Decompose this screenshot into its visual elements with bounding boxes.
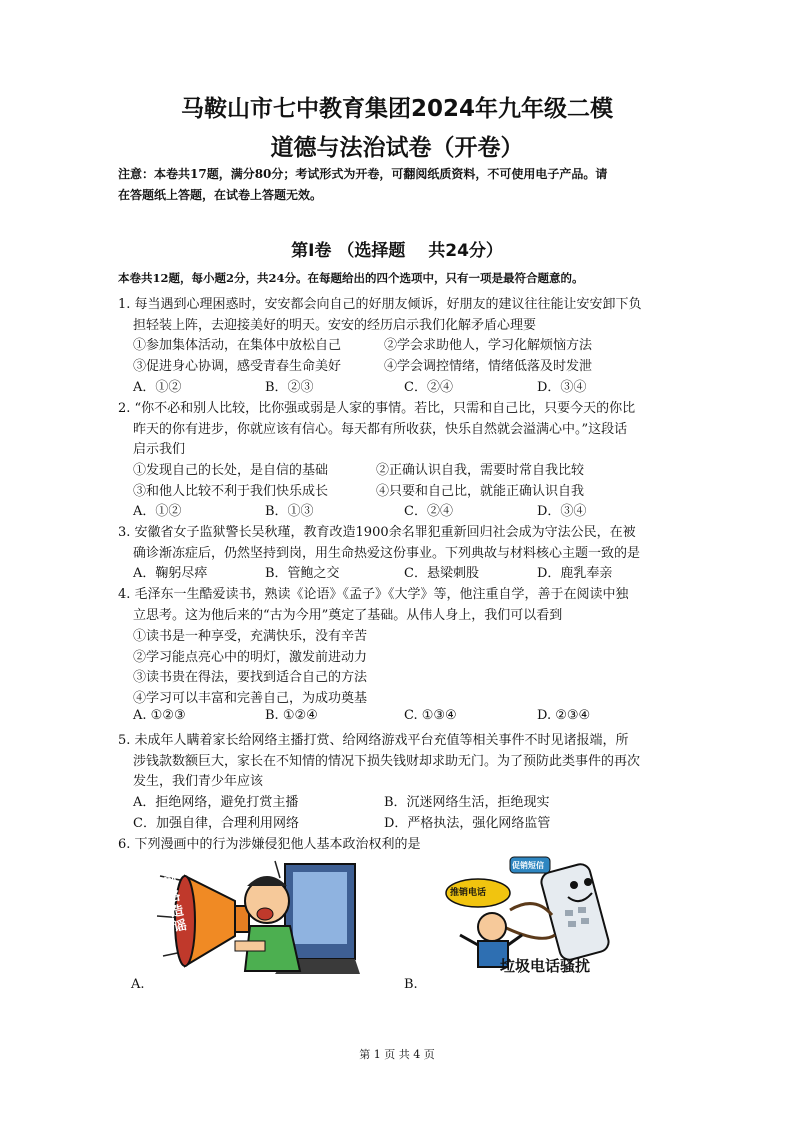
q4-statement: ③读书贵在得法，要找到适合自己的方法 — [133, 670, 368, 685]
section-intro: 本卷共12题，每小题2分，共24分。在每题给出的四个选项中，只有一项是最符合题意的。 — [118, 271, 584, 285]
q1-statement: ③促进身心协调，感受青春生命美好 — [133, 359, 342, 374]
q1-stem: 1. 每当遇到心理困惑时，安安都会向自己的好朋友倾诉，好朋友的建议往往能让安安卸下负 — [118, 297, 642, 312]
q3-option-c: C．悬梁刺股 — [404, 566, 479, 581]
q1-statement: ②学会求助他人，学习化解烦恼方法 — [384, 338, 593, 353]
q1-statement: ①参加集体活动，在集体中放松自己 — [133, 338, 342, 353]
q5-stem: 5. 未成年人瞒着家长给网络主播打赏、给网络游戏平台充值等相关事件不时见诸报端，所 — [118, 733, 629, 748]
q2-statement: ①发现自己的长处，是自信的基础 — [133, 463, 329, 478]
q6-stem: 6. 下列漫画中的行为涉嫌侵犯他人基本政治权利的是 — [118, 837, 421, 852]
q1-stem: 担轻装上阵，去迎接美好的明天。安安的经历启示我们化解矛盾心理要 — [133, 318, 537, 333]
exam-title: 马鞍山市七中教育集团2024年九年级二模 — [180, 96, 613, 122]
q3-option-b: B．管鲍之交 — [265, 566, 340, 581]
q1-option-a: A．①② — [133, 380, 182, 395]
exam-notice — [118, 164, 688, 206]
cartoon-b-caption: 垃圾电话骚扰 — [500, 957, 591, 975]
q1-option-d: D．③④ — [537, 380, 587, 395]
q2-stem: 2. “你不必和别人比较，比你强或弱是人家的事情。若比，只需和自己比，只要今天的你比 — [118, 401, 636, 416]
q1-statement: ④学会调控情绪，情绪低落及时发泄 — [384, 359, 593, 374]
q4-statement: ④学习可以丰富和完善自己，为成功奠基 — [133, 691, 368, 706]
q2-option-a: A．①② — [133, 504, 182, 519]
q5-option-a: A．拒绝网络，避免打赏主播 — [133, 795, 299, 810]
section-title: 第Ⅰ卷 （选择题 共24分） — [291, 241, 503, 261]
q1-option-b: B．②③ — [265, 380, 314, 395]
q2-stem: 昨天的你有进步，你就应该有信心。每天都有所收获，快乐自然就会溢满心中。”这段话 — [133, 422, 628, 437]
q2-option-d: D．③④ — [537, 504, 587, 519]
q5-option-d: D．严格执法，强化网络监管 — [384, 816, 551, 831]
q2-statement: ③和他人比较不利于我们快乐成长 — [133, 484, 329, 499]
q5-stem: 发生，我们青少年应该 — [133, 774, 264, 789]
q4-statement: ①读书是一种享受，充满快乐，没有辛苦 — [133, 629, 368, 644]
exam-subtitle: 道德与法治试卷（开卷） — [270, 135, 524, 161]
cartoon-a — [155, 856, 360, 986]
q4-option-b: B. ①②④ — [265, 708, 318, 723]
q5-option-b: B．沉迷网络生活，拒绝现实 — [384, 795, 550, 810]
cartoon-b-bubble: 促销短信 — [512, 861, 544, 870]
notice-line: 在答题纸上答题，在试卷上答题无效。 — [118, 188, 323, 202]
q5-option-c: C．加强自律，合理利用网络 — [133, 816, 299, 831]
cartoon-b — [440, 855, 620, 983]
q2-stem: 启示我们 — [133, 442, 186, 457]
q6-option-a: A. — [131, 977, 145, 992]
q3-option-a: A．鞠躬尽瘁 — [133, 566, 208, 581]
q5-stem: 涉钱款数额巨大，家长在不知情的情况下损失钱财却求助无门。为了预防此类事件的再次 — [133, 754, 641, 769]
q4-option-d: D. ②③④ — [537, 708, 591, 723]
cartoon-b-bubble: 推销电话 — [450, 888, 487, 898]
notice-line: 注意：本卷共17题，满分80分；考试形式为开卷，可翻阅纸质资料，不可使用电子产品。请 — [118, 167, 608, 181]
q3-stem: 确诊渐冻症后，仍然坚持到岗，用生命热爱这份事业。下列典故与材料核心主题一致的是 — [133, 546, 641, 561]
q2-option-b: B．①③ — [265, 504, 314, 519]
q1-option-c: C．②④ — [404, 380, 453, 395]
q4-statement: ②学习能点亮心中的明灯，激发前进动力 — [133, 650, 368, 665]
q6-option-b: B. — [404, 977, 418, 992]
q4-stem: 立思考。这为他后来的“古为今用”奠定了基础。从伟人身上，我们可以看到 — [133, 608, 563, 623]
q4-stem: 4. 毛泽东一生酷爱读书，熟读《论语》《孟子》《大学》等，他注重自学，善于在阅读中独 — [118, 587, 629, 602]
q4-option-a: A. ①②③ — [133, 708, 186, 723]
cartoon-a-label: 网络造谣 — [162, 874, 189, 936]
q2-statement: ②正确认识自我，需要时常自我比较 — [376, 463, 585, 478]
q2-option-c: C．②④ — [404, 504, 453, 519]
page-number: 第 1 页 共 4 页 — [359, 1048, 435, 1061]
q3-option-d: D．鹿乳奉亲 — [537, 566, 613, 581]
q4-option-c: C. ①③④ — [404, 708, 457, 723]
q2-statement: ④只要和自己比，就能正确认识自我 — [376, 484, 585, 499]
q3-stem: 3. 安徽省女子监狱警长吴秋瑾，教育改造1900余名罪犯重新回归社会成为守法公民，在被 — [118, 525, 636, 540]
